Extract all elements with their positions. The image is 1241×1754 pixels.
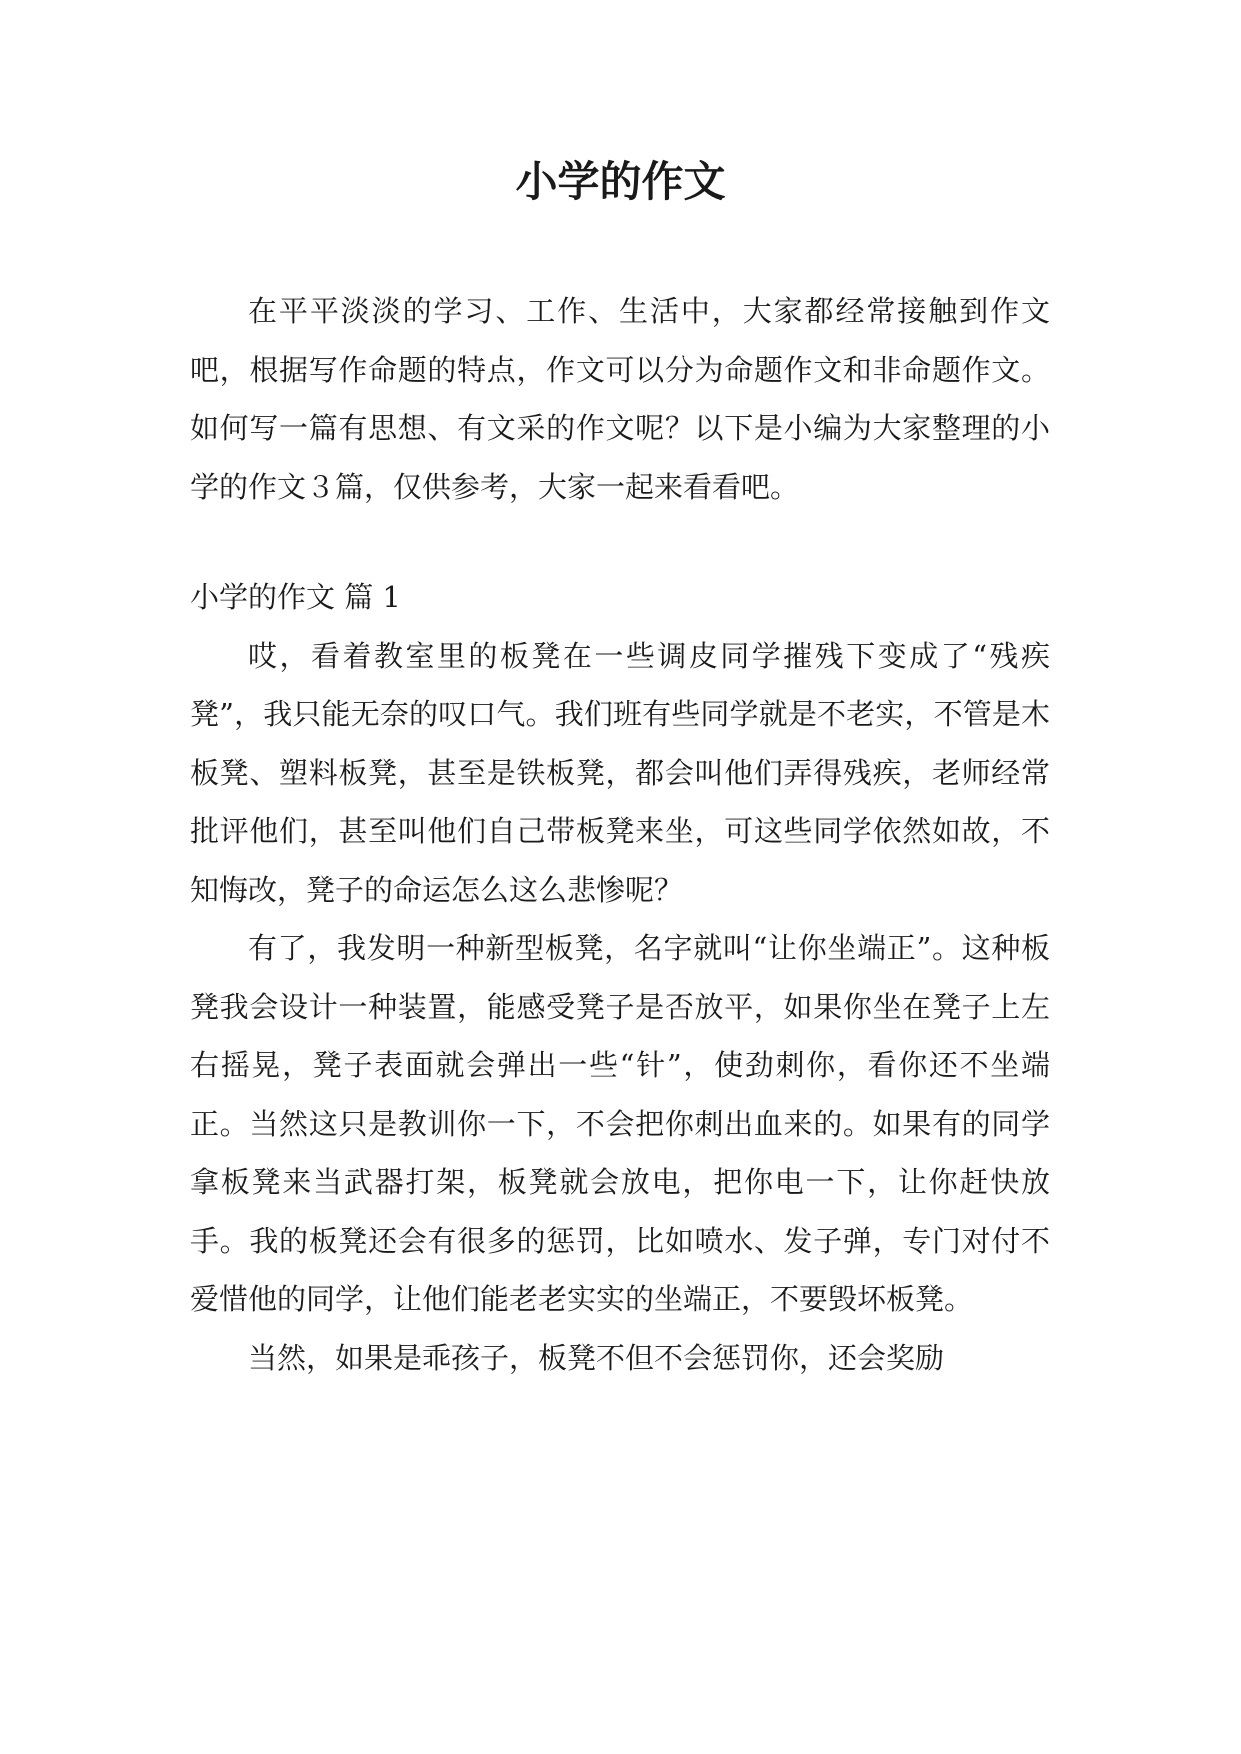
section-heading: 小学的作文 篇 1 — [190, 580, 401, 614]
document-body — [190, 282, 1050, 1387]
intro-paragraph: 在平平淡淡的学习、工作、生活中，大家都经常接触到作文吧，根据写作命题的特点，作文可以分为命题作文和非命题作文。如何写一篇有思想、有文采的作文呢？以下是小编为大家整理的小学的作文３篇，仅供参考，大家一起来看看吧。 — [190, 294, 1050, 504]
body-paragraph-1: 哎，看着教室里的板凳在一些调皮同学摧残下变成了“残疾凳”，我只能无奈的叹口气。我们班有些同学就是不老实，不管是木板凳、塑料板凳，甚至是铁板凳，都会叫他们弄得残疾，老师经常批评他们，甚至叫他们自己带板凳来坐，可这些同学依然如故，不知悔改，凳子的命运怎么这么悲惨呢？ — [190, 638, 1050, 907]
body-paragraph-3: 当然，如果是乖孩子，板凳不但不会惩罚你，还会奖励 — [248, 1340, 945, 1375]
body-paragraph-2: 有了，我发明一种新型板凳，名字就叫“让你坐端正”。这种板凳我会设计一种装置，能感受凳子是否放平，如果你坐在凳子上左右摇晃，凳子表面就会弹出一些“针”，使劲刺你，看你还不坐端正。当然这只是教训你一下，不会把你刺出血来的。如果有的同学拿板凳来当武器打架，板凳就会放电，把你电一下，让你赶快放手。我的板凳还会有很多的惩罚，比如喷水、发子弹，专门对付不爱惜他的同学，让他们能老老实实的坐端正，不要毁坏板凳。 — [190, 931, 1050, 1316]
document-title: 小学的作文 — [515, 157, 726, 206]
